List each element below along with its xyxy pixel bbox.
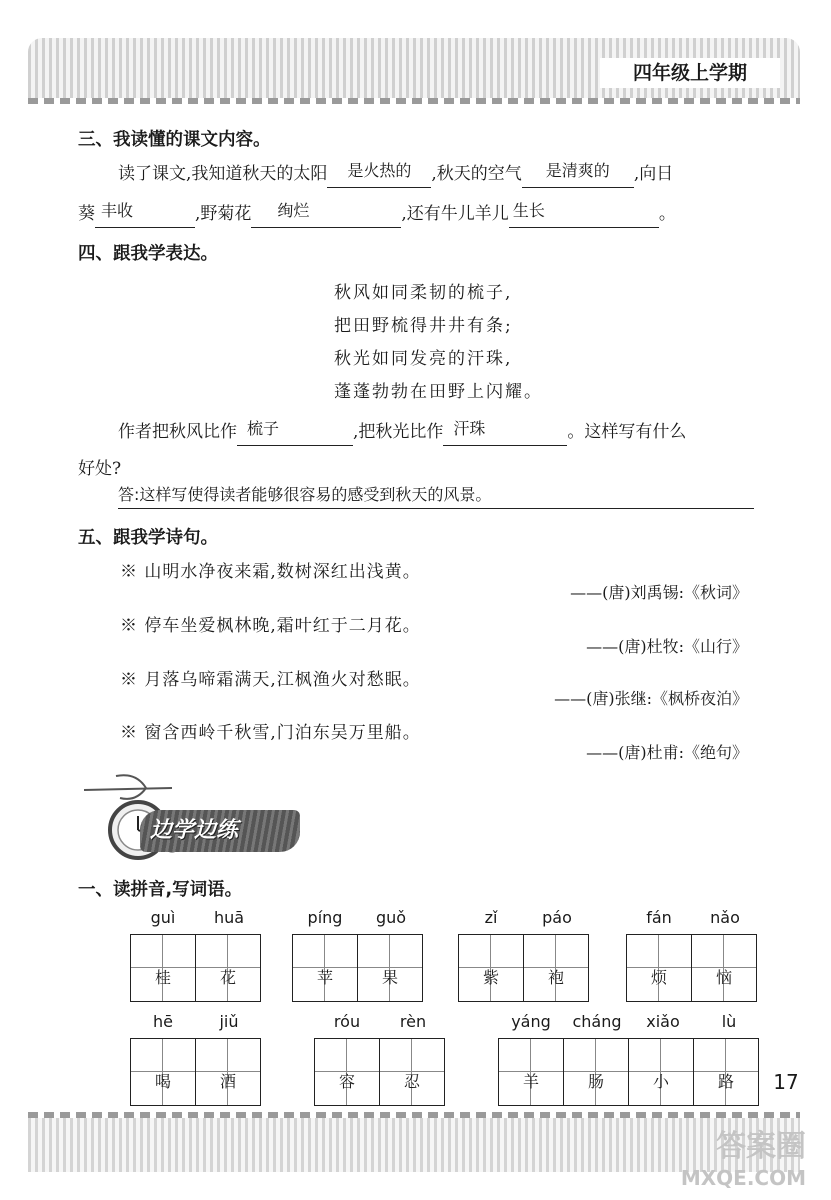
practice-title: 一、读拼音,写词语。 [78,880,243,900]
answer-text: 是清爽的 [545,161,610,180]
cell-character: 袍 [547,968,564,987]
writing-grid [130,1038,261,1106]
poem-line: 把田野梳得井井有条; [334,316,513,336]
pinyin: yáng [511,1012,551,1031]
answer-text: 绚烂 [277,201,310,220]
answer-text: 汗珠 [453,419,486,438]
grid-cell [293,935,357,1001]
word-group [130,908,262,1004]
pinyin: róu [333,1012,361,1031]
cell-character: 果 [381,968,398,987]
section3-line1 [118,160,758,188]
text-span: ,秋天的空气 [431,164,522,184]
watermark [676,1128,806,1196]
text-span: 读了课文,我知道秋天的太阳 [118,164,328,184]
word-group [292,908,424,1004]
word-group [458,908,590,1004]
grid-cell [523,935,588,1001]
section5-title: 五、跟我学诗句。 [78,528,218,548]
pinyin: fán [646,908,672,927]
cell-character: 恼 [715,968,732,987]
cell-character: 苹 [316,968,333,987]
pinyin: rèn [399,1012,427,1031]
pinyin: zǐ [484,908,498,927]
pinyin: guì [150,908,176,927]
verse-line: ※ 窗含西岭千秋雪,门泊东吴万里船。 [120,723,421,743]
grid-cell [563,1039,628,1105]
section4-answer: 答:这样写使得读者能够很容易的感受到秋天的风景。 [118,482,754,509]
answer-blank [251,201,401,228]
grid-cell [357,935,422,1001]
word-group [498,1012,762,1108]
verse-source: ——(唐)张继:《枫桥夜泊》 [554,689,748,708]
text-span: ,还有牛儿羊儿 [401,204,509,224]
pinyin: páo [542,908,572,927]
writing-grid [292,934,423,1002]
grid-cell [459,935,523,1001]
cell-character: 桂 [154,968,171,987]
cell-character: 忍 [403,1072,420,1091]
grid-cell [131,935,195,1001]
grade-label: 四年级上学期 [600,58,780,88]
writing-grid [498,1038,759,1106]
section3-line2 [78,200,758,228]
poem-line: 蓬蓬勃勃在田野上闪耀。 [334,382,543,402]
verse-source: ——(唐)杜牧:《山行》 [586,637,748,656]
pinyin: hē [153,1012,173,1031]
verse-source: ——(唐)杜甫:《绝句》 [586,743,748,762]
grid-cell [499,1039,563,1105]
watermark-url: MXQE.COM [680,1166,806,1190]
answer-text: 生长 [512,201,545,220]
grid-cell [627,935,691,1001]
writing-grid [314,1038,445,1106]
pinyin: guǒ [375,908,407,927]
word-group [130,1012,262,1108]
cell-character: 烦 [650,968,667,987]
writing-grid [458,934,589,1002]
poem-line: 秋风如同柔韧的梳子, [334,283,513,303]
cell-character: 酒 [219,1072,236,1091]
word-group [314,1012,446,1108]
cell-character: 喝 [154,1072,171,1091]
grid-cell [315,1039,379,1105]
cell-character: 羊 [522,1072,539,1091]
text-span: 葵 [78,204,95,224]
banner-title: 边学边练 [150,818,239,843]
watermark-logo-text: 答案圈 [716,1129,806,1164]
poem-line: 秋光如同发亮的汗珠, [334,349,513,369]
section4-question [118,418,758,446]
page-number: 17 [773,1070,799,1094]
grid-cell [691,935,756,1001]
text-span: 。这样写有什么 [567,422,687,442]
answer-text: 丰收 [101,201,134,220]
writing-grid [130,934,261,1002]
cell-character: 容 [338,1072,355,1091]
pinyin: jiǔ [219,1012,239,1031]
answer-blank [95,201,195,228]
grid-cell [195,935,260,1001]
pinyin: lù [721,1012,737,1031]
word-group [626,908,758,1004]
grid-cell [379,1039,444,1105]
text-span: 。 [658,204,676,224]
verse-source: ——(唐)刘禹锡:《秋词》 [570,583,748,602]
grid-cell [131,1039,195,1105]
verse-line: ※ 月落乌啼霜满天,江枫渔火对愁眠。 [120,670,421,690]
text-span: ,向日 [633,164,674,184]
answer-blank [443,419,567,446]
text-span: 作者把秋风比作 [118,422,237,442]
cell-character: 小 [652,1072,669,1091]
verse-line: ※ 山明水净夜来霜,数树深红出浅黄。 [120,562,421,582]
answer-blank [327,161,431,188]
cell-character: 肠 [587,1072,604,1091]
answer-blank [237,419,353,446]
section4-title: 四、跟我学表达。 [78,244,218,264]
verse-line: ※ 停车坐爱枫林晚,霜叶红于二月花。 [120,616,421,636]
grid-cell [693,1039,758,1105]
cell-character: 紫 [482,968,499,987]
grid-cell [195,1039,260,1105]
writing-grid [626,934,757,1002]
answer-blank [509,201,659,228]
cell-character: 花 [219,968,236,987]
section4-question-end: 好处? [78,459,122,479]
answer-blank [522,161,634,188]
pinyin: xiǎo [646,1012,680,1031]
grid-cell [628,1039,693,1105]
pinyin: nǎo [710,908,740,927]
section3-title: 三、我读懂的课文内容。 [78,130,271,150]
pinyin: huā [213,908,245,927]
pinyin: cháng [572,1012,622,1031]
text-span: ,野菊花 [195,204,252,224]
text-span: ,把秋光比作 [353,422,444,442]
cell-character: 路 [717,1072,734,1091]
answer-text: 是火热的 [347,161,412,180]
pinyin: píng [307,908,343,927]
answer-text: 梳子 [247,419,280,438]
